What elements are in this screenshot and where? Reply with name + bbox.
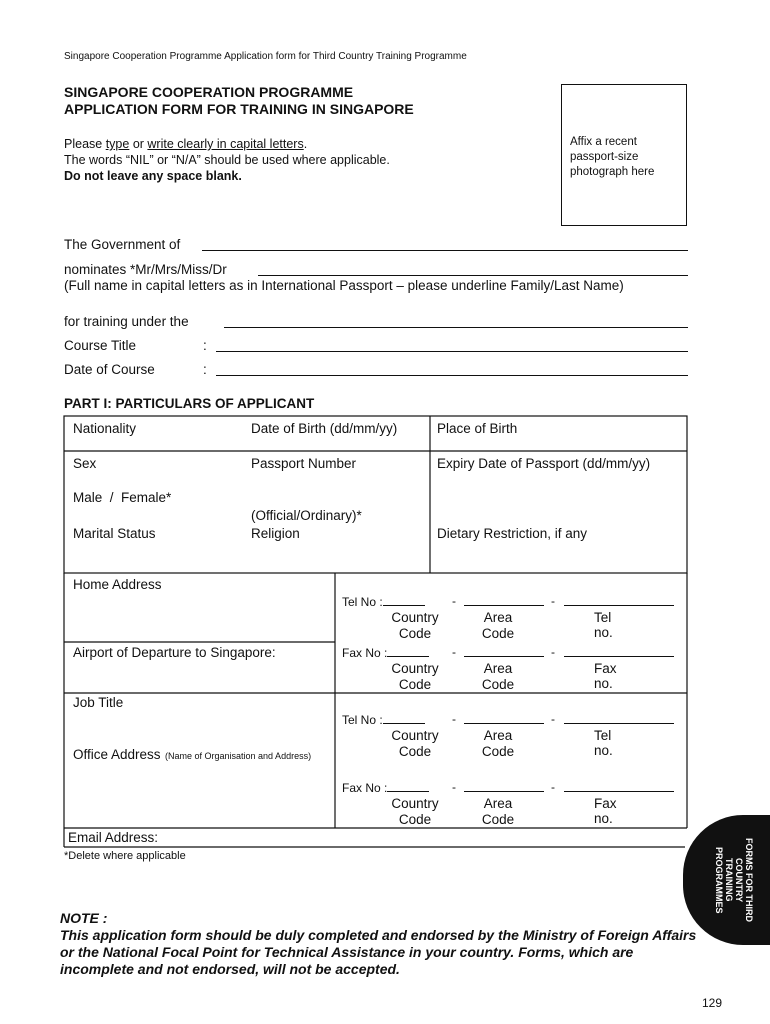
office-fax-colon: : <box>384 781 388 795</box>
instr-write-clearly: write clearly in capital letters <box>147 137 304 151</box>
office-tel-no-caption: Tel no. <box>594 728 613 758</box>
home-fax-dash-1: - <box>452 645 456 659</box>
home-fax-dash-2: - <box>551 645 555 659</box>
home-fax-no-caption: Fax no. <box>594 661 617 691</box>
home-tel-area-code: Code <box>481 626 515 641</box>
office-tel-area: Area <box>483 728 513 743</box>
part1-heading: PART I: PARTICULARS OF APPLICANT <box>64 396 315 411</box>
home-fax-area: Area <box>483 661 513 676</box>
office-fax-no-caption: Fax no. <box>594 796 617 826</box>
office-tel-dash-1: - <box>452 712 456 726</box>
home-tel-dash-2: - <box>551 594 555 608</box>
instr-please: Please <box>64 137 106 151</box>
home-tel-area: Area <box>483 610 513 625</box>
title-line-1: SINGAPORE COOPERATION PROGRAMME <box>64 84 354 100</box>
note-text: This application form should be duly completed and endorsed by the Ministry of Foreign Affairs or the National Focal Point for Technical Assistance in your country. Forms, which are incomplete and not endorsed, will not be accepted. <box>60 927 697 977</box>
date-of-course-label: Date of Course <box>64 362 155 377</box>
footnote: *Delete where applicable <box>64 850 186 862</box>
job-title-label: Job Title <box>73 695 124 710</box>
instr-type: type <box>105 137 130 151</box>
office-tel-country-code: Code <box>398 744 432 759</box>
note-block <box>60 910 700 978</box>
home-tel-colon: : <box>379 595 383 609</box>
home-fax-area-code: Code <box>481 677 515 692</box>
home-fax-country: Country <box>391 661 439 676</box>
place-of-birth-label: Place of Birth <box>437 421 518 436</box>
office-fax-dash-2: - <box>551 780 555 794</box>
date-of-course-colon: : <box>203 362 207 377</box>
home-tel-no-caption: Tel no. <box>594 610 613 640</box>
home-tel-dash-1: - <box>452 594 456 608</box>
email-label: Email Address: <box>68 830 159 845</box>
home-tel-country-code: Code <box>398 626 432 641</box>
office-tel-dash-2: - <box>551 712 555 726</box>
instr-line-2: The words “NIL” or “N/A” should be used where applicable. <box>64 153 390 167</box>
running-header: Singapore Cooperation Programme Application form for Third Country Training Programme <box>64 51 467 62</box>
office-fax-area: Area <box>483 796 513 811</box>
home-address-label: Home Address <box>73 577 162 592</box>
office-address-note: (Name of Organisation and Address) <box>165 751 312 761</box>
photo-line-2: passport-size <box>570 151 639 163</box>
side-tab-text <box>704 825 754 935</box>
side-tab-line-1: FORMS FOR THIRD COUNTRY <box>734 838 754 922</box>
training-under-label: for training under the <box>64 314 189 329</box>
nationality-label: Nationality <box>73 421 137 436</box>
office-tel-label: Tel No <box>342 713 377 727</box>
office-tel-colon: : <box>379 713 383 727</box>
page-number: 129 <box>702 996 723 1010</box>
home-fax-label: Fax No <box>342 646 381 660</box>
home-fax-colon: : <box>384 646 388 660</box>
dob-label: Date of Birth (dd/mm/yy) <box>251 421 398 436</box>
passport-number-label: Passport Number <box>251 456 357 471</box>
government-of-label: The Government of <box>64 237 181 252</box>
office-tel-country: Country <box>391 728 439 743</box>
course-title-colon: : <box>203 338 207 353</box>
photo-line-1: Affix a recent <box>570 136 637 148</box>
marital-status-label: Marital Status <box>73 526 156 541</box>
instr-or: or <box>129 137 148 151</box>
office-fax-area-code: Code <box>481 812 515 827</box>
photo-line-3: photograph here <box>570 166 655 178</box>
instr-line-3: Do not leave any space blank. <box>64 169 242 183</box>
course-title-label: Course Title <box>64 338 137 353</box>
home-fax-country-code: Code <box>398 677 432 692</box>
home-tel-country: Country <box>391 610 439 625</box>
title-line-2: APPLICATION FORM FOR TRAINING IN SINGAPORE <box>64 101 414 117</box>
instr-dot: . <box>303 137 308 151</box>
office-fax-dash-1: - <box>452 780 456 794</box>
note-heading: NOTE : <box>60 910 108 926</box>
office-address-label: Office Address <box>73 747 161 762</box>
religion-label: Religion <box>251 526 300 541</box>
office-fax-label: Fax No <box>342 781 381 795</box>
sex-label: Sex <box>73 456 97 471</box>
home-tel-label: Tel No <box>342 595 377 609</box>
side-tab-line-2: TRAINING <box>724 858 734 902</box>
male-female-option[interactable]: Male / Female* <box>73 490 172 505</box>
passport-expiry-label: Expiry Date of Passport (dd/mm/yy) <box>437 456 651 471</box>
nominates-label: nominates *Mr/Mrs/Miss/Dr <box>64 262 227 277</box>
side-tab-line-3: PROGRAMMES <box>714 846 724 914</box>
airport-label: Airport of Departure to Singapore: <box>73 645 276 660</box>
passport-type-option[interactable]: (Official/Ordinary)* <box>251 508 362 523</box>
office-address-label-group <box>73 746 311 764</box>
office-tel-area-code: Code <box>481 744 515 759</box>
dietary-label: Dietary Restriction, if any <box>437 526 588 541</box>
office-fax-country: Country <box>391 796 439 811</box>
full-name-note: (Full name in capital letters as in International Passport – please underline Family/Last Name) <box>64 278 624 293</box>
office-fax-country-code: Code <box>398 812 432 827</box>
